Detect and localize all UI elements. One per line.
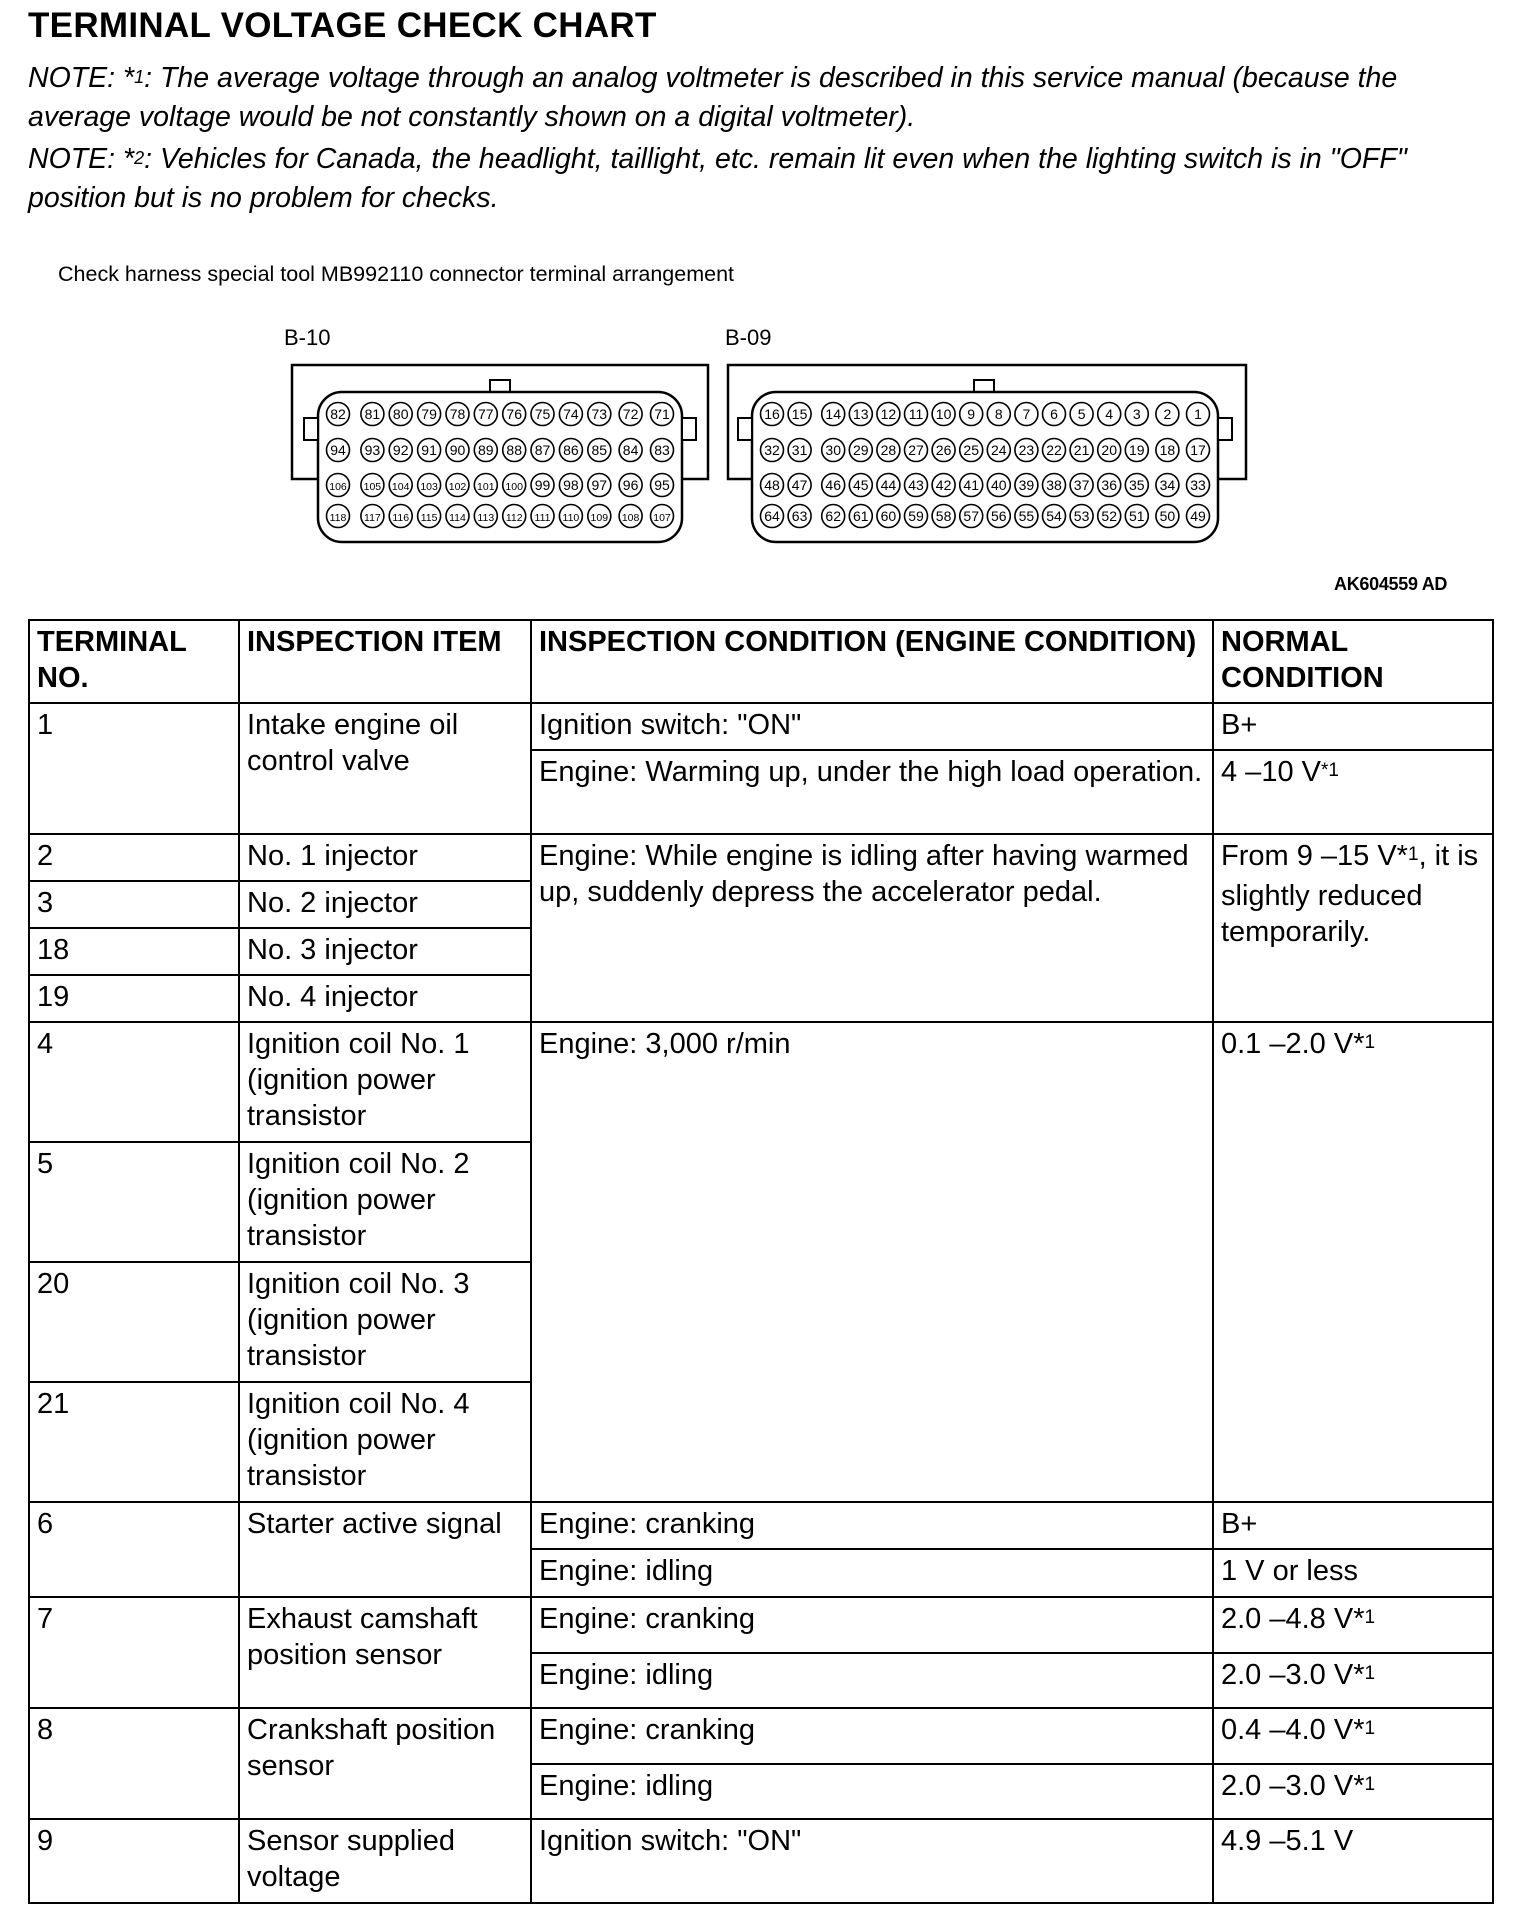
- item-cell: No. 3 injector: [239, 928, 531, 975]
- terminal-pin-64: [761, 505, 784, 528]
- terminal-pin-99: [531, 474, 554, 497]
- terminal-pin-42: [932, 474, 955, 497]
- terminal-pin-label: 55: [1018, 508, 1035, 524]
- condition-cell: Engine: While engine is idling after having warmed up, suddenly depress the accelerator pedal.: [531, 834, 1213, 1022]
- terminal-pin-label: 53: [1073, 508, 1090, 524]
- terminal-pin-label: 71: [654, 406, 670, 422]
- terminal-pin-label: 80: [392, 406, 409, 422]
- item-cell: Exhaust camshaft position sensor: [239, 1597, 531, 1708]
- terminal-pin-label: 109: [590, 512, 609, 524]
- table-row: [29, 1597, 1493, 1653]
- terminal-pin-75: [531, 403, 554, 426]
- terminal-pin-label: 96: [622, 477, 639, 493]
- terminal-pin-label: 98: [563, 477, 579, 493]
- terminal-pin-96: [619, 474, 642, 497]
- diagram-caption: Check harness special tool MB992110 connector terminal arrangement: [58, 262, 735, 286]
- terminal-pin-label: 73: [591, 406, 608, 422]
- terminal-pin-label: 99: [534, 477, 551, 493]
- item-cell: Ignition coil No. 4 (ignition power transistor: [239, 1382, 531, 1502]
- terminal-pin-label: 29: [853, 442, 869, 458]
- terminal-pin-label: 64: [764, 508, 780, 524]
- table-header-row: [29, 620, 1493, 703]
- item-cell: Crankshaft position sensor: [239, 1708, 531, 1819]
- terminal-pin-label: 87: [534, 442, 551, 458]
- normal-cell: 4 –10 $V^{*1}$: [1213, 750, 1493, 834]
- table-row: [29, 1022, 1493, 1142]
- terminal-cell: 8: [29, 1708, 239, 1819]
- terminal-pin-30: [822, 439, 845, 462]
- terminal-pin-6: [1043, 403, 1066, 426]
- terminal-pin-label: 107: [653, 512, 671, 524]
- terminal-pin-label: 77: [478, 406, 494, 422]
- table-row: [29, 834, 1493, 881]
- terminal-pin-label: 37: [1073, 477, 1090, 493]
- terminal-cell: 1: [29, 703, 239, 834]
- terminal-pin-label: 57: [963, 508, 979, 524]
- terminal-pin-label: 76: [506, 406, 522, 422]
- terminal-cell: 9: [29, 1819, 239, 1903]
- connector-label-b09: B-09: [725, 325, 772, 350]
- terminal-pin-label: 115: [420, 512, 438, 524]
- normal-cell: 1 V or less: [1213, 1549, 1493, 1597]
- terminal-pin-12: [877, 403, 900, 426]
- terminal-pin-label: 26: [935, 442, 952, 458]
- terminal-pin-label: 49: [1190, 508, 1206, 524]
- terminal-pin-label: 97: [591, 477, 608, 493]
- item-cell: Intake engine oil control valve: [239, 703, 531, 834]
- terminal-pin-label: 27: [908, 442, 924, 458]
- terminal-pin-label: 6: [1050, 406, 1058, 422]
- terminal-pin-73: [588, 403, 611, 426]
- terminal-pin-22: [1043, 439, 1066, 462]
- terminal-pin-74: [559, 403, 582, 426]
- terminal-pin-38: [1043, 474, 1066, 497]
- terminal-pin-label: 39: [1018, 477, 1035, 493]
- terminal-pin-45: [849, 474, 872, 497]
- terminal-pin-106: [327, 474, 350, 497]
- terminal-pin-51: [1125, 505, 1148, 528]
- terminal-pin-label: 32: [764, 442, 780, 458]
- terminal-pin-label: 5: [1077, 406, 1086, 422]
- terminal-pin-label: 12: [880, 406, 897, 422]
- terminal-pin-label: 16: [764, 406, 780, 422]
- terminal-pin-label: 56: [991, 508, 1007, 524]
- terminal-pin-label: 10: [935, 406, 952, 422]
- terminal-pin-37: [1070, 474, 1093, 497]
- terminal-pin-label: 4: [1105, 406, 1114, 422]
- terminal-pin-83: [651, 439, 674, 462]
- terminal-pin-label: 25: [963, 442, 979, 458]
- terminal-pin-label: 89: [478, 442, 494, 458]
- terminal-pin-103: [418, 474, 441, 497]
- terminal-pin-105: [361, 474, 384, 497]
- terminal-pin-label: 63: [791, 508, 808, 524]
- terminal-pin-label: 47: [791, 477, 808, 493]
- terminal-pin-7: [1015, 403, 1038, 426]
- item-cell: Ignition coil No. 1 (ignition power transistor: [239, 1022, 531, 1142]
- terminal-pin-9: [960, 403, 983, 426]
- terminal-pin-28: [877, 439, 900, 462]
- terminal-pin-label: 46: [825, 477, 841, 493]
- terminal-pin-82: [327, 403, 350, 426]
- terminal-pin-76: [503, 403, 526, 426]
- terminal-pin-32: [761, 439, 784, 462]
- figure-code: AK604559 AD: [1334, 574, 1448, 594]
- terminal-pin-61: [849, 505, 872, 528]
- terminal-pin-90: [446, 439, 469, 462]
- terminal-pin-label: 82: [330, 406, 346, 422]
- terminal-pin-97: [588, 474, 611, 497]
- terminal-cell: 19: [29, 975, 239, 1022]
- terminal-pin-label: 101: [477, 481, 495, 493]
- terminal-pin-60: [877, 505, 900, 528]
- normal-cell: B+: [1213, 703, 1493, 750]
- terminal-pin-109: [588, 505, 611, 528]
- terminal-pin-label: 21: [1073, 442, 1090, 458]
- terminal-pin-78: [446, 403, 469, 426]
- terminal-pin-label: 2: [1163, 406, 1172, 422]
- terminal-pin-5: [1070, 403, 1093, 426]
- terminal-pin-label: 81: [364, 406, 381, 422]
- header-normal-condition: NORMAL CONDITION: [1213, 620, 1493, 703]
- connector-label-b10: B-10: [284, 325, 331, 350]
- terminal-pin-29: [849, 439, 872, 462]
- terminal-pin-label: 13: [853, 406, 869, 422]
- terminal-pin-label: 90: [449, 442, 466, 458]
- terminal-pin-100: [503, 474, 526, 497]
- terminal-pin-label: 92: [392, 442, 409, 458]
- terminal-pin-72: [619, 403, 642, 426]
- terminal-pin-116: [389, 505, 412, 528]
- terminal-pin-89: [474, 439, 497, 462]
- condition-cell: Engine: idling: [531, 1764, 1213, 1819]
- terminal-pin-85: [588, 439, 611, 462]
- terminal-pin-88: [503, 439, 526, 462]
- terminal-pin-label: 24: [991, 442, 1007, 458]
- terminal-pin-57: [960, 505, 983, 528]
- terminal-pin-label: 86: [563, 442, 579, 458]
- terminal-cell: 2: [29, 834, 239, 881]
- terminal-pin-label: 36: [1101, 477, 1117, 493]
- condition-cell: Engine: cranking: [531, 1597, 1213, 1653]
- terminal-pin-16: [761, 403, 784, 426]
- terminal-pin-77: [474, 403, 497, 426]
- terminal-pin-label: 17: [1190, 442, 1206, 458]
- terminal-pin-label: 41: [963, 477, 979, 493]
- terminal-pin-label: 44: [880, 477, 897, 493]
- terminal-pin-label: 34: [1159, 477, 1176, 493]
- item-cell: No. 2 injector: [239, 881, 531, 928]
- terminal-pin-24: [987, 439, 1010, 462]
- terminal-pin-49: [1187, 505, 1210, 528]
- normal-cell: 2.0 –4.8 V*$^1$: [1213, 1597, 1493, 1653]
- terminal-pin-39: [1015, 474, 1038, 497]
- table-row: [29, 1502, 1493, 1549]
- page-title: TERMINAL VOLTAGE CHECK CHART: [28, 6, 657, 45]
- terminal-pin-label: 42: [935, 477, 952, 493]
- terminal-pin-41: [960, 474, 983, 497]
- terminal-pin-label: 103: [420, 481, 438, 493]
- terminal-pin-20: [1098, 439, 1121, 462]
- terminal-pin-36: [1098, 474, 1121, 497]
- condition-cell: Ignition switch: "ON": [531, 1819, 1213, 1903]
- terminal-pin-label: 43: [908, 477, 924, 493]
- terminal-pin-label: 35: [1129, 477, 1145, 493]
- terminal-pin-59: [905, 505, 928, 528]
- terminal-pin-label: 117: [364, 512, 381, 524]
- note-1: NOTE: *$^1$: The average voltage through an analog voltmeter is described in this service manual (because the average voltage would be not constantly shown on a digital voltmeter).: [28, 62, 1398, 133]
- terminal-pin-52: [1098, 505, 1121, 528]
- terminal-pin-111: [531, 505, 554, 528]
- terminal-pin-63: [788, 505, 811, 528]
- terminal-pin-label: 8: [994, 406, 1003, 422]
- terminal-pin-label: 108: [621, 512, 640, 524]
- terminal-pin-label: 61: [853, 508, 869, 524]
- terminal-pin-26: [932, 439, 955, 462]
- terminal-pin-104: [389, 474, 412, 497]
- terminal-pin-55: [1015, 505, 1038, 528]
- item-cell: Ignition coil No. 3 (ignition power transistor: [239, 1262, 531, 1382]
- terminal-pin-label: 83: [654, 442, 670, 458]
- terminal-pin-54: [1043, 505, 1066, 528]
- terminal-pin-23: [1015, 439, 1038, 462]
- normal-cell: 2.0 –3.0 V*$^1$: [1213, 1653, 1493, 1708]
- terminal-pin-8: [987, 403, 1010, 426]
- terminal-pin-label: 19: [1129, 442, 1145, 458]
- terminal-pin-label: 51: [1129, 508, 1145, 524]
- terminal-cell: 21: [29, 1382, 239, 1502]
- terminal-pin-label: 106: [329, 481, 347, 493]
- terminal-pin-label: 110: [562, 512, 580, 524]
- header-terminal-no: TERMINAL NO.: [29, 620, 239, 703]
- terminal-pin-2: [1156, 403, 1179, 426]
- terminal-pin-label: 60: [880, 508, 897, 524]
- item-cell: Ignition coil No. 2 (ignition power transistor: [239, 1142, 531, 1262]
- terminal-pin-95: [651, 474, 674, 497]
- terminal-pin-label: 79: [421, 406, 437, 422]
- terminal-pin-114: [446, 505, 469, 528]
- item-cell: Sensor supplied voltage: [239, 1819, 531, 1903]
- terminal-cell: 18: [29, 928, 239, 975]
- terminal-pin-81: [361, 403, 384, 426]
- terminal-pin-110: [559, 505, 582, 528]
- terminal-pin-label: 1: [1194, 406, 1202, 422]
- terminal-pin-label: 3: [1132, 406, 1141, 422]
- normal-cell: 4.9 –5.1 V: [1213, 1819, 1493, 1903]
- terminal-cell: 6: [29, 1502, 239, 1597]
- terminal-pin-47: [788, 474, 811, 497]
- terminal-pin-label: 20: [1101, 442, 1117, 458]
- terminal-cell: 3: [29, 881, 239, 928]
- terminal-pin-11: [905, 403, 928, 426]
- terminal-pin-87: [531, 439, 554, 462]
- terminal-pin-label: 116: [392, 512, 410, 524]
- terminal-pin-94: [327, 439, 350, 462]
- terminal-pin-40: [987, 474, 1010, 497]
- terminal-pin-86: [559, 439, 582, 462]
- terminal-pin-label: 94: [330, 442, 346, 458]
- terminal-pin-label: 9: [967, 406, 976, 422]
- terminal-pin-label: 111: [534, 512, 551, 524]
- terminal-pin-10: [932, 403, 955, 426]
- terminal-pin-58: [932, 505, 955, 528]
- condition-cell: Engine: Warming up, under the high load operation.: [531, 750, 1213, 834]
- terminal-pin-label: 7: [1022, 406, 1031, 422]
- connector-diagram: [0, 0, 1520, 560]
- terminal-pin-13: [849, 403, 872, 426]
- table-row: [29, 703, 1493, 750]
- condition-cell: Ignition switch: "ON": [531, 703, 1213, 750]
- terminal-pin-label: 118: [329, 512, 347, 524]
- terminal-pin-118: [327, 505, 350, 528]
- header-inspection-condition: INSPECTION CONDITION (ENGINE CONDITION): [531, 620, 1213, 703]
- terminal-pin-1: [1187, 403, 1210, 426]
- terminal-pin-4: [1098, 403, 1121, 426]
- terminal-pin-label: 48: [764, 477, 780, 493]
- terminal-pin-98: [559, 474, 582, 497]
- terminal-pin-label: 62: [825, 508, 841, 524]
- terminal-pin-113: [474, 505, 497, 528]
- terminal-pin-117: [361, 505, 384, 528]
- terminal-pin-label: 105: [363, 481, 382, 493]
- terminal-pin-27: [905, 439, 928, 462]
- terminal-pin-label: 114: [449, 512, 466, 524]
- terminal-pin-56: [987, 505, 1010, 528]
- terminal-pin-102: [446, 474, 469, 497]
- terminal-pin-34: [1156, 474, 1179, 497]
- terminal-pin-71: [651, 403, 674, 426]
- terminal-pin-44: [877, 474, 900, 497]
- terminal-pin-label: 54: [1046, 508, 1062, 524]
- terminal-pin-48: [761, 474, 784, 497]
- terminal-cell: 20: [29, 1262, 239, 1382]
- item-cell: Starter active signal: [239, 1502, 531, 1597]
- terminal-pin-label: 113: [477, 512, 495, 524]
- terminal-pin-label: 95: [654, 477, 670, 493]
- terminal-pin-label: 11: [908, 406, 924, 422]
- terminal-pin-19: [1125, 439, 1148, 462]
- terminal-pin-31: [788, 439, 811, 462]
- terminal-pin-14: [822, 403, 845, 426]
- terminal-pin-label: 91: [421, 442, 437, 458]
- terminal-pin-108: [619, 505, 642, 528]
- terminal-pin-label: 74: [563, 406, 579, 422]
- note-2: NOTE: *$^2$: Vehicles for Canada, the headlight, taillight, etc. remain lit even when the lighting switch is in "OFF" position but is no problem for checks.: [28, 143, 1407, 214]
- terminal-pin-label: 59: [908, 508, 924, 524]
- terminal-cell: 4: [29, 1022, 239, 1142]
- condition-cell: Engine: idling: [531, 1549, 1213, 1597]
- header-inspection-item: INSPECTION ITEM: [239, 620, 531, 703]
- terminal-pin-46: [822, 474, 845, 497]
- item-cell: No. 1 injector: [239, 834, 531, 881]
- terminal-pin-92: [389, 439, 412, 462]
- normal-cell: 2.0 –3.0 V*$^1$: [1213, 1764, 1493, 1819]
- condition-cell: Engine: cranking: [531, 1708, 1213, 1764]
- terminal-pin-label: 112: [505, 512, 523, 524]
- normal-cell: B+: [1213, 1502, 1493, 1549]
- terminal-pin-80: [389, 403, 412, 426]
- condition-cell: Engine: 3,000 r/min: [531, 1022, 1213, 1502]
- terminal-cell: 5: [29, 1142, 239, 1262]
- terminal-pin-93: [361, 439, 384, 462]
- terminal-pin-label: 75: [534, 406, 551, 422]
- terminal-pin-43: [905, 474, 928, 497]
- terminal-pin-107: [651, 505, 674, 528]
- terminal-pin-21: [1070, 439, 1093, 462]
- item-cell: No. 4 injector: [239, 975, 531, 1022]
- terminal-pin-label: 88: [506, 442, 522, 458]
- table-row: [29, 1708, 1493, 1764]
- terminal-pin-62: [822, 505, 845, 528]
- normal-cell: From 9 –15 V*$^1$, it is slightly reduced temporarily.: [1213, 834, 1493, 1022]
- terminal-cell: 7: [29, 1597, 239, 1708]
- terminal-pin-53: [1070, 505, 1093, 528]
- terminal-pin-label: 93: [364, 442, 381, 458]
- connector-b09: [728, 365, 1246, 542]
- terminal-pin-label: 18: [1159, 442, 1176, 458]
- terminal-pin-label: 102: [448, 481, 467, 493]
- terminal-pin-label: 15: [791, 406, 808, 422]
- terminal-pin-label: 38: [1046, 477, 1062, 493]
- terminal-pin-label: 100: [505, 481, 523, 493]
- terminal-pin-50: [1156, 505, 1179, 528]
- terminal-pin-label: 52: [1101, 508, 1117, 524]
- terminal-pin-label: 40: [991, 477, 1007, 493]
- terminal-voltage-table: [28, 619, 1494, 1904]
- terminal-pin-35: [1125, 474, 1148, 497]
- terminal-pin-label: 72: [622, 406, 639, 422]
- terminal-pin-112: [503, 505, 526, 528]
- terminal-pin-label: 85: [591, 442, 608, 458]
- terminal-pin-33: [1187, 474, 1210, 497]
- normal-cell: 0.1 –2.0 V*$^1$: [1213, 1022, 1493, 1502]
- normal-cell: 0.4 –4.0 V*$^1$: [1213, 1708, 1493, 1764]
- terminal-pin-label: 58: [935, 508, 952, 524]
- terminal-pin-label: 28: [880, 442, 897, 458]
- terminal-pin-84: [619, 439, 642, 462]
- terminal-pin-label: 50: [1159, 508, 1176, 524]
- terminal-pin-17: [1187, 439, 1210, 462]
- terminal-pin-label: 31: [791, 442, 808, 458]
- terminal-pin-91: [418, 439, 441, 462]
- terminal-pin-label: 22: [1046, 442, 1062, 458]
- condition-cell: Engine: idling: [531, 1653, 1213, 1708]
- condition-cell: Engine: cranking: [531, 1502, 1213, 1549]
- terminal-pin-label: 30: [825, 442, 841, 458]
- terminal-pin-115: [418, 505, 441, 528]
- terminal-pin-18: [1156, 439, 1179, 462]
- terminal-pin-79: [418, 403, 441, 426]
- terminal-pin-label: 33: [1190, 477, 1206, 493]
- connector-b10: [292, 365, 708, 542]
- terminal-pin-label: 45: [853, 477, 869, 493]
- terminal-pin-label: 84: [622, 442, 639, 458]
- terminal-pin-label: 14: [825, 406, 841, 422]
- table-row: [29, 1819, 1493, 1903]
- terminal-pin-label: 23: [1018, 442, 1035, 458]
- terminal-pin-101: [474, 474, 497, 497]
- terminal-pin-3: [1125, 403, 1148, 426]
- terminal-pin-label: 104: [391, 481, 410, 493]
- terminal-pin-25: [960, 439, 983, 462]
- terminal-pin-label: 78: [449, 406, 466, 422]
- terminal-pin-15: [788, 403, 811, 426]
